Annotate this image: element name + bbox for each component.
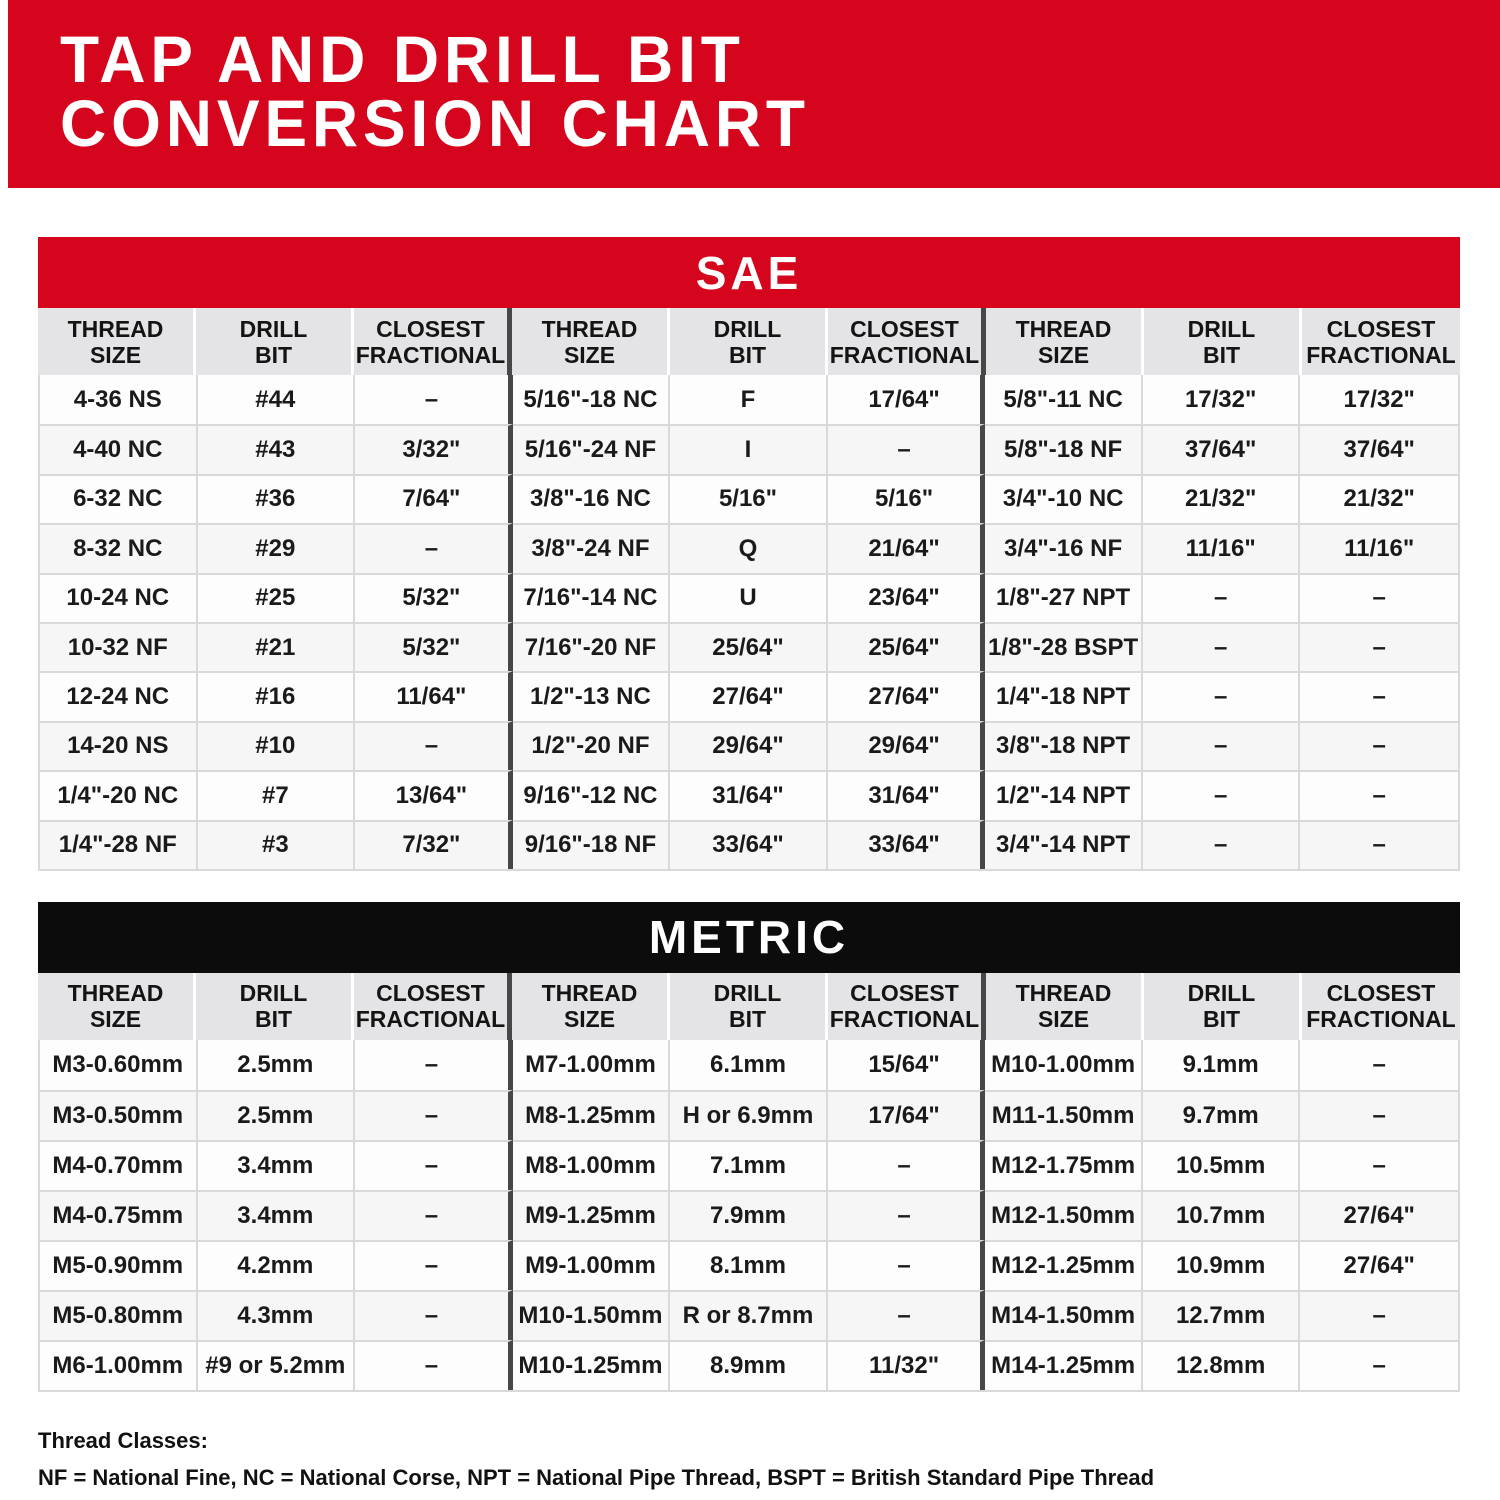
sae-band-label: SAE (695, 246, 803, 299)
table-cell: M3-0.60mm (40, 1040, 198, 1090)
metric-section (38, 902, 1460, 1392)
table-cell: 3/4"-16 NF (985, 523, 1143, 572)
table-cell: 37/64" (1300, 424, 1458, 473)
table-cell: M3-0.50mm (40, 1090, 198, 1140)
table-cell: 5/16" (670, 474, 828, 523)
table-cell: 1/2"-20 NF (513, 721, 671, 770)
metric-table-body (38, 1040, 1460, 1392)
table-cell: #7 (198, 770, 356, 819)
table-cell: 4.3mm (198, 1290, 356, 1340)
column-header: CLOSEST FRACTIONAL (1302, 973, 1460, 1040)
column-header: CLOSEST FRACTIONAL (828, 973, 986, 1040)
table-cell: #44 (198, 375, 356, 424)
table-cell: – (355, 1090, 513, 1140)
table-cell: 5/16"-24 NF (513, 424, 671, 473)
table-cell: 31/64" (670, 770, 828, 819)
table-cell: 5/8"-11 NC (985, 375, 1143, 424)
table-cell: 10.9mm (1143, 1240, 1301, 1290)
table-cell: – (828, 1140, 986, 1190)
table-cell: 13/64" (355, 770, 513, 819)
table-cell: – (355, 1340, 513, 1390)
column-header: CLOSEST FRACTIONAL (354, 973, 512, 1040)
table-cell: – (828, 1240, 986, 1290)
table-cell: H or 6.9mm (670, 1090, 828, 1140)
table-cell: 21/32" (1143, 474, 1301, 523)
table-cell: 12.7mm (1143, 1290, 1301, 1340)
column-header: DRILL BIT (1144, 308, 1302, 375)
table-cell: – (1300, 820, 1458, 869)
table-cell: M6-1.00mm (40, 1340, 198, 1390)
table-cell: 10-24 NC (40, 573, 198, 622)
table-cell: M14-1.50mm (985, 1290, 1143, 1340)
table-cell: 8.1mm (670, 1240, 828, 1290)
table-cell: 5/16" (828, 474, 986, 523)
table-cell: 12.8mm (1143, 1340, 1301, 1390)
table-cell: 29/64" (670, 721, 828, 770)
column-header: DRILL BIT (1144, 973, 1302, 1040)
table-cell: 7/16"-20 NF (513, 622, 671, 671)
column-header: THREAD SIZE (38, 973, 196, 1040)
column-header: THREAD SIZE (38, 308, 196, 375)
table-cell: 33/64" (828, 820, 986, 869)
table-cell: M14-1.25mm (985, 1340, 1143, 1390)
table-cell: 17/32" (1300, 375, 1458, 424)
footer-thread-classes-label: Thread Classes: (38, 1427, 208, 1453)
table-cell: 33/64" (670, 820, 828, 869)
table-cell: 17/64" (828, 1090, 986, 1140)
sae-band (38, 237, 1460, 308)
table-cell: 3.4mm (198, 1140, 356, 1190)
table-cell: M4-0.70mm (40, 1140, 198, 1190)
table-cell: – (1300, 622, 1458, 671)
table-cell: M11-1.50mm (985, 1090, 1143, 1140)
table-cell: R or 8.7mm (670, 1290, 828, 1340)
column-header: CLOSEST FRACTIONAL (354, 308, 512, 375)
table-cell: M10-1.00mm (985, 1040, 1143, 1090)
table-cell: – (355, 1140, 513, 1190)
table-cell: #10 (198, 721, 356, 770)
table-cell: M5-0.90mm (40, 1240, 198, 1290)
table-cell: – (1143, 573, 1301, 622)
table-cell: #3 (198, 820, 356, 869)
table-cell: 1/4"-28 NF (40, 820, 198, 869)
table-cell: – (1300, 1340, 1458, 1390)
footer-note (38, 1422, 1460, 1496)
table-cell: 3/8"-16 NC (513, 474, 671, 523)
table-cell: 8-32 NC (40, 523, 198, 572)
table-cell: 8.9mm (670, 1340, 828, 1390)
page-title-line2: CONVERSION CHART (60, 86, 810, 160)
table-cell: M8-1.25mm (513, 1090, 671, 1140)
table-cell: #25 (198, 573, 356, 622)
table-cell: – (1300, 1090, 1458, 1140)
table-cell: – (355, 1190, 513, 1240)
metric-band (38, 902, 1460, 973)
table-cell: 3.4mm (198, 1190, 356, 1240)
page-title-line1: TAP AND DRILL BIT (60, 22, 745, 96)
table-cell: 5/16"-18 NC (513, 375, 671, 424)
table-cell: 9.7mm (1143, 1090, 1301, 1140)
table-cell: 1/2"-13 NC (513, 671, 671, 720)
table-cell: 3/4"-10 NC (985, 474, 1143, 523)
table-cell: 3/8"-24 NF (513, 523, 671, 572)
table-cell: U (670, 573, 828, 622)
table-cell: – (1300, 1140, 1458, 1190)
table-cell: – (1300, 1040, 1458, 1090)
table-cell: – (1300, 671, 1458, 720)
table-cell: – (1300, 1290, 1458, 1340)
table-cell: 27/64" (670, 671, 828, 720)
column-header: DRILL BIT (670, 308, 828, 375)
table-cell: 2.5mm (198, 1040, 356, 1090)
table-cell: #9 or 5.2mm (198, 1340, 356, 1390)
table-cell: 25/64" (828, 622, 986, 671)
table-cell: 3/4"-14 NPT (985, 820, 1143, 869)
table-cell: #21 (198, 622, 356, 671)
column-header: DRILL BIT (196, 308, 354, 375)
table-cell: 27/64" (1300, 1240, 1458, 1290)
table-cell: 17/32" (1143, 375, 1301, 424)
table-cell: 1/4"-18 NPT (985, 671, 1143, 720)
table-cell: 12-24 NC (40, 671, 198, 720)
table-cell: 9.1mm (1143, 1040, 1301, 1090)
table-cell: – (1143, 770, 1301, 819)
table-cell: – (1300, 721, 1458, 770)
table-cell: M7-1.00mm (513, 1040, 671, 1090)
table-cell: – (1300, 770, 1458, 819)
table-cell: Q (670, 523, 828, 572)
table-cell: 11/64" (355, 671, 513, 720)
sae-column-headers (38, 308, 1460, 375)
table-cell: 4.2mm (198, 1240, 356, 1290)
table-cell: 1/8"-27 NPT (985, 573, 1143, 622)
table-cell: 27/64" (1300, 1190, 1458, 1240)
table-cell: M8-1.00mm (513, 1140, 671, 1190)
column-header: DRILL BIT (670, 973, 828, 1040)
table-cell: 7.9mm (670, 1190, 828, 1240)
table-cell: 2.5mm (198, 1090, 356, 1140)
table-cell: 4-40 NC (40, 424, 198, 473)
table-cell: #16 (198, 671, 356, 720)
table-cell: 5/32" (355, 573, 513, 622)
table-cell: 1/4"-20 NC (40, 770, 198, 819)
table-cell: – (828, 1190, 986, 1240)
table-cell: – (355, 1240, 513, 1290)
column-header: CLOSEST FRACTIONAL (1302, 308, 1460, 375)
table-cell: M4-0.75mm (40, 1190, 198, 1240)
table-cell: 21/64" (828, 523, 986, 572)
table-cell: 6-32 NC (40, 474, 198, 523)
table-cell: – (355, 1290, 513, 1340)
table-cell: M10-1.50mm (513, 1290, 671, 1340)
table-cell: – (1143, 622, 1301, 671)
title-banner (8, 0, 1500, 188)
table-cell: 31/64" (828, 770, 986, 819)
table-cell: – (1143, 820, 1301, 869)
table-cell: 11/16" (1300, 523, 1458, 572)
table-cell: 15/64" (828, 1040, 986, 1090)
table-cell: – (355, 523, 513, 572)
table-cell: 29/64" (828, 721, 986, 770)
metric-band-label: METRIC (648, 911, 850, 964)
column-header: THREAD SIZE (986, 973, 1144, 1040)
table-cell: M9-1.25mm (513, 1190, 671, 1240)
table-cell: – (355, 721, 513, 770)
table-cell: 5/32" (355, 622, 513, 671)
table-cell: #29 (198, 523, 356, 572)
table-cell: 5/8"-18 NF (985, 424, 1143, 473)
table-cell: – (1143, 721, 1301, 770)
table-cell: 9/16"-12 NC (513, 770, 671, 819)
table-cell: 10.7mm (1143, 1190, 1301, 1240)
table-cell: 4-36 NS (40, 375, 198, 424)
table-cell: 7.1mm (670, 1140, 828, 1190)
column-header: THREAD SIZE (512, 308, 670, 375)
table-cell: 23/64" (828, 573, 986, 622)
table-cell: 10-32 NF (40, 622, 198, 671)
table-cell: I (670, 424, 828, 473)
footer-thread-classes-definitions: NF = National Fine, NC = National Corse, NPT = National Pipe Thread, BSPT = British Standard Pipe Thread (38, 1464, 1155, 1490)
table-cell: 25/64" (670, 622, 828, 671)
table-cell: – (828, 424, 986, 473)
table-cell: 7/64" (355, 474, 513, 523)
table-cell: – (355, 375, 513, 424)
table-cell: 37/64" (1143, 424, 1301, 473)
table-cell: 11/16" (1143, 523, 1301, 572)
table-cell: 6.1mm (670, 1040, 828, 1090)
table-cell: M9-1.00mm (513, 1240, 671, 1290)
table-cell: 11/32" (828, 1340, 986, 1390)
sae-table-body (38, 375, 1460, 871)
table-cell: M12-1.25mm (985, 1240, 1143, 1290)
table-cell: 14-20 NS (40, 721, 198, 770)
table-cell: M12-1.75mm (985, 1140, 1143, 1190)
table-cell: 3/8"-18 NPT (985, 721, 1143, 770)
table-cell: – (355, 1040, 513, 1090)
tables-area (38, 237, 1460, 1392)
column-header: THREAD SIZE (512, 973, 670, 1040)
table-cell: 7/16"-14 NC (513, 573, 671, 622)
table-cell: M10-1.25mm (513, 1340, 671, 1390)
table-cell: – (828, 1290, 986, 1340)
table-cell: 7/32" (355, 820, 513, 869)
table-cell: 1/8"-28 BSPT (985, 622, 1143, 671)
column-header: THREAD SIZE (986, 308, 1144, 375)
table-cell: 1/2"-14 NPT (985, 770, 1143, 819)
table-cell: 21/32" (1300, 474, 1458, 523)
sae-section (38, 237, 1460, 871)
table-cell: – (1300, 573, 1458, 622)
table-cell: F (670, 375, 828, 424)
table-cell: – (1143, 671, 1301, 720)
table-cell: 3/32" (355, 424, 513, 473)
table-cell: 17/64" (828, 375, 986, 424)
column-header: CLOSEST FRACTIONAL (828, 308, 986, 375)
table-cell: #36 (198, 474, 356, 523)
table-cell: M5-0.80mm (40, 1290, 198, 1340)
metric-column-headers (38, 973, 1460, 1040)
column-header: DRILL BIT (196, 973, 354, 1040)
table-cell: 10.5mm (1143, 1140, 1301, 1190)
table-cell: 9/16"-18 NF (513, 820, 671, 869)
table-cell: #43 (198, 424, 356, 473)
table-cell: M12-1.50mm (985, 1190, 1143, 1240)
table-cell: 27/64" (828, 671, 986, 720)
